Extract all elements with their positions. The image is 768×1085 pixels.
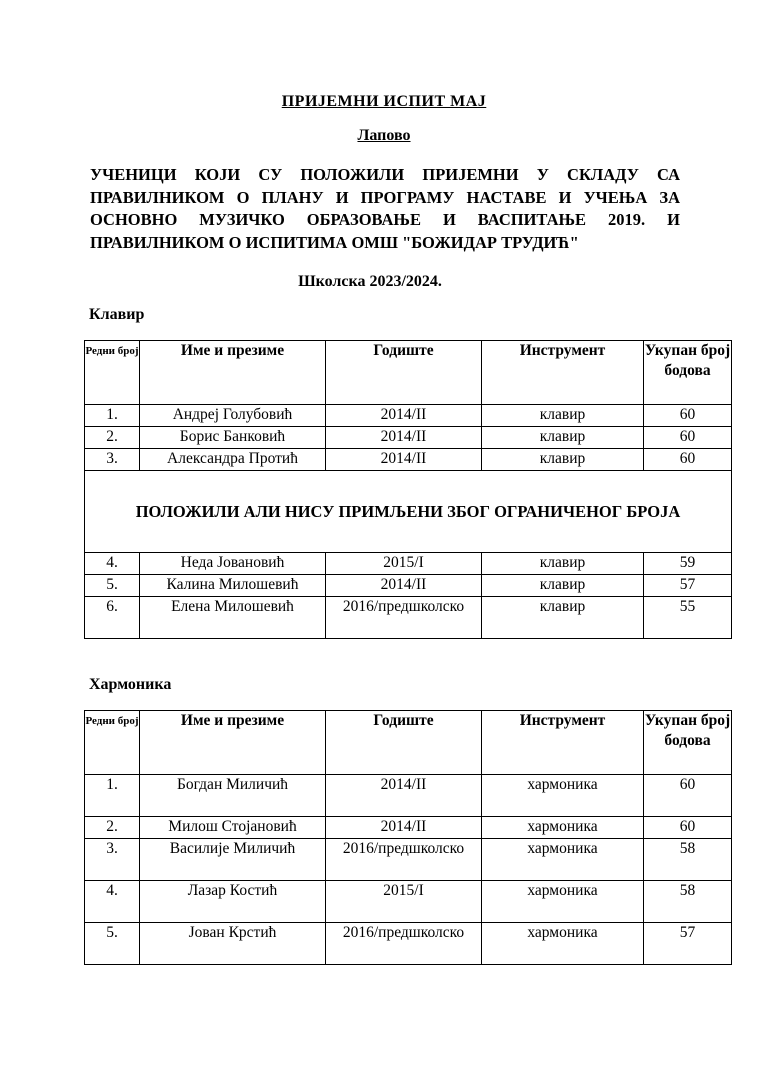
row-instrument: клавир xyxy=(482,405,644,427)
row-instrument: клавир xyxy=(482,575,644,597)
document-title: ПРИЈЕМНИ ИСПИТ МАЈ xyxy=(281,93,487,110)
header-name: Име и презиме xyxy=(140,711,326,775)
row-instrument: клавир xyxy=(482,427,644,449)
row-name: Неда Јовановић xyxy=(140,553,326,575)
header-instrument: Инструмент xyxy=(482,341,644,405)
not-admitted-note: ПОЛОЖИЛИ АЛИ НИСУ ПРИМЉЕНИ ЗБОГ ОГРАНИЧЕНОГ БРОЈА xyxy=(85,471,732,553)
not-admitted-note-row xyxy=(85,471,732,553)
row-year: 2014/II xyxy=(326,405,482,427)
row-year: 2014/II xyxy=(326,775,482,817)
row-number: 4. xyxy=(85,553,140,575)
row-year: 2016/предшколско xyxy=(326,923,482,965)
school-year: Школска 2023/2024. xyxy=(298,273,442,290)
row-name: Елена Милошевић xyxy=(140,597,326,639)
section-title-accordion: Хармоника xyxy=(89,676,172,693)
row-name: Андреј Голубовић xyxy=(140,405,326,427)
header-name: Име и презиме xyxy=(140,341,326,405)
row-name: Василије Миличић xyxy=(140,839,326,881)
header-year: Годиште xyxy=(326,711,482,775)
town-name: Лапово xyxy=(357,127,411,144)
table-row xyxy=(85,597,732,639)
row-points: 59 xyxy=(644,553,732,575)
table-row xyxy=(85,923,732,965)
row-number: 2. xyxy=(85,817,140,839)
row-year: 2016/предшколско xyxy=(326,597,482,639)
table-row xyxy=(85,575,732,597)
accordion-table xyxy=(84,710,732,965)
section-title-piano: Клавир xyxy=(89,306,145,323)
intro-paragraph: УЧЕНИЦИ КОЈИ СУ ПОЛОЖИЛИ ПРИЈЕМНИ У СКЛАДУ СА ПРАВИЛНИКОМ О ПЛАНУ И ПРОГРАМУ НАСТАВЕ И УЧЕЊА ЗА ОСНОВНО МУЗИЧКО ОБРАЗОВАЊЕ И ВАСПИТАЊЕ 2019. И ПРАВИЛНИКОМ О ИСПИТИМА ОМШ "БОЖИДАР ТРУДИЋ" xyxy=(90,165,680,252)
row-number: 6. xyxy=(85,597,140,639)
header-points: Укупан број бодова xyxy=(644,341,732,405)
table-header-row xyxy=(85,341,732,405)
row-number: 4. xyxy=(85,881,140,923)
row-year: 2014/II xyxy=(326,817,482,839)
row-year: 2016/предшколско xyxy=(326,839,482,881)
row-instrument: клавир xyxy=(482,553,644,575)
row-points: 60 xyxy=(644,405,732,427)
row-year: 2014/II xyxy=(326,427,482,449)
row-number: 3. xyxy=(85,839,140,881)
table-row xyxy=(85,881,732,923)
row-points: 57 xyxy=(644,923,732,965)
row-instrument: клавир xyxy=(482,597,644,639)
row-instrument: клавир xyxy=(482,449,644,471)
row-instrument: хармоника xyxy=(482,923,644,965)
row-points: 57 xyxy=(644,575,732,597)
row-number: 1. xyxy=(85,405,140,427)
row-number: 1. xyxy=(85,775,140,817)
row-instrument: хармоника xyxy=(482,775,644,817)
header-instrument: Инструмент xyxy=(482,711,644,775)
row-points: 58 xyxy=(644,839,732,881)
header-points: Укупан број бодова xyxy=(644,711,732,775)
table-row xyxy=(85,553,732,575)
row-name: Калина Милошевић xyxy=(140,575,326,597)
row-name: Богдан Миличић xyxy=(140,775,326,817)
row-number: 3. xyxy=(85,449,140,471)
row-year: 2015/I xyxy=(326,881,482,923)
table-row xyxy=(85,775,732,817)
header-number: Редни број xyxy=(85,711,140,775)
row-points: 60 xyxy=(644,775,732,817)
row-instrument: хармоника xyxy=(482,881,644,923)
table-row xyxy=(85,839,732,881)
row-name: Лазар Костић xyxy=(140,881,326,923)
table-row xyxy=(85,405,732,427)
table-row xyxy=(85,449,732,471)
table-row xyxy=(85,427,732,449)
row-name: Борис Банковић xyxy=(140,427,326,449)
row-points: 58 xyxy=(644,881,732,923)
table-header-row xyxy=(85,711,732,775)
piano-table xyxy=(84,340,732,639)
row-instrument: хармоника xyxy=(482,839,644,881)
row-points: 60 xyxy=(644,427,732,449)
row-points: 60 xyxy=(644,817,732,839)
row-year: 2014/II xyxy=(326,449,482,471)
row-name: Јован Крстић xyxy=(140,923,326,965)
row-number: 2. xyxy=(85,427,140,449)
row-name: Александра Протић xyxy=(140,449,326,471)
header-number: Редни број xyxy=(85,341,140,405)
row-instrument: хармоника xyxy=(482,817,644,839)
row-points: 55 xyxy=(644,597,732,639)
row-number: 5. xyxy=(85,575,140,597)
row-year: 2014/II xyxy=(326,575,482,597)
table-row xyxy=(85,817,732,839)
header-year: Годиште xyxy=(326,341,482,405)
row-year: 2015/I xyxy=(326,553,482,575)
row-points: 60 xyxy=(644,449,732,471)
row-number: 5. xyxy=(85,923,140,965)
row-name: Милош Стојановић xyxy=(140,817,326,839)
